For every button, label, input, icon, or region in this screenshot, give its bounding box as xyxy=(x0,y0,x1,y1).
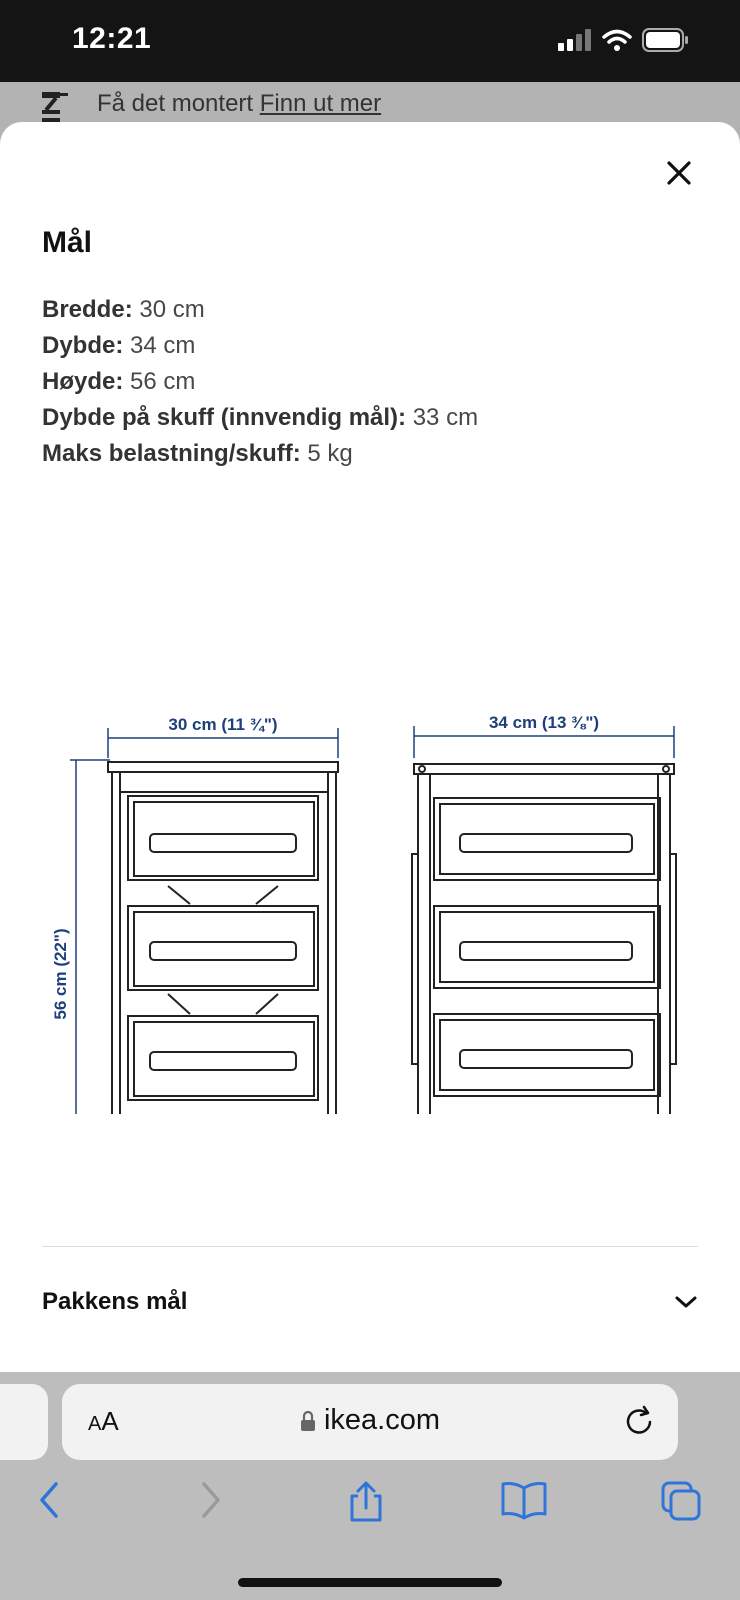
dimension-label: Maks belastning/skuff: xyxy=(42,440,301,467)
dimension-value: 30 cm xyxy=(139,296,205,323)
address-bar[interactable] xyxy=(62,1384,678,1460)
signal-icon xyxy=(558,29,592,51)
share-icon[interactable] xyxy=(346,1480,386,1524)
home-indicator[interactable] xyxy=(238,1578,502,1587)
reader-settings-button[interactable]: AA xyxy=(88,1406,119,1436)
wifi-icon xyxy=(602,29,632,51)
status-icons xyxy=(558,28,690,52)
dimension-value: 34 cm xyxy=(130,332,196,359)
bookmarks-icon[interactable] xyxy=(500,1480,548,1520)
dimensions-list xyxy=(42,292,478,472)
browser-toolbar xyxy=(0,1372,740,1600)
section-divider xyxy=(42,1246,698,1247)
close-icon xyxy=(666,160,692,186)
assembly-banner-text xyxy=(97,90,381,118)
dimension-row xyxy=(42,364,478,400)
dimension-label: Dybde: xyxy=(42,332,124,359)
dimension-value: 5 kg xyxy=(307,440,353,467)
dimension-drawing xyxy=(40,594,700,1114)
dimension-row xyxy=(42,328,478,364)
url-text: ikea.com xyxy=(323,1404,441,1436)
sheet-title: Mål xyxy=(42,226,93,259)
assembly-icon xyxy=(40,90,72,124)
learn-more-link[interactable]: Finn ut mer xyxy=(259,90,382,117)
assembly-text: Få det montert xyxy=(97,90,254,117)
dimension-label: Dybde på skuff (innvendig mål): xyxy=(42,404,407,431)
dimension-row xyxy=(42,436,478,472)
forward-icon[interactable] xyxy=(196,1480,226,1520)
dimension-label: Bredde: xyxy=(42,296,133,323)
side-view xyxy=(412,764,676,1114)
chevron-down-icon xyxy=(674,1294,698,1310)
dimension-label: Høyde: xyxy=(42,368,124,395)
close-button[interactable] xyxy=(662,156,696,190)
package-dimensions-accordion[interactable] xyxy=(42,1282,698,1322)
status-time: 12:21 xyxy=(72,22,152,55)
front-width-label: 30 cm (11 ¾") xyxy=(168,715,278,734)
url-display[interactable] xyxy=(62,1404,678,1437)
previous-tab-preview[interactable] xyxy=(0,1384,48,1460)
battery-icon xyxy=(642,28,690,52)
lock-icon xyxy=(300,1410,316,1432)
dimensions-sheet xyxy=(0,122,740,1372)
dimension-row xyxy=(42,292,478,328)
height-label: 56 cm (22") xyxy=(51,928,70,1020)
dimension-row xyxy=(42,400,478,436)
status-bar xyxy=(0,0,740,82)
reload-icon[interactable] xyxy=(624,1404,656,1438)
front-view xyxy=(108,762,338,1114)
package-dimensions-label: Pakkens mål xyxy=(42,1288,188,1315)
browser-nav-bar xyxy=(0,1480,740,1540)
back-icon[interactable] xyxy=(34,1480,64,1520)
dimension-value: 33 cm xyxy=(412,404,479,431)
dimension-value: 56 cm xyxy=(130,368,196,395)
dimension-lines xyxy=(70,726,674,1114)
side-depth-label: 34 cm (13 ⅜") xyxy=(488,713,600,732)
tabs-icon[interactable] xyxy=(660,1480,702,1522)
